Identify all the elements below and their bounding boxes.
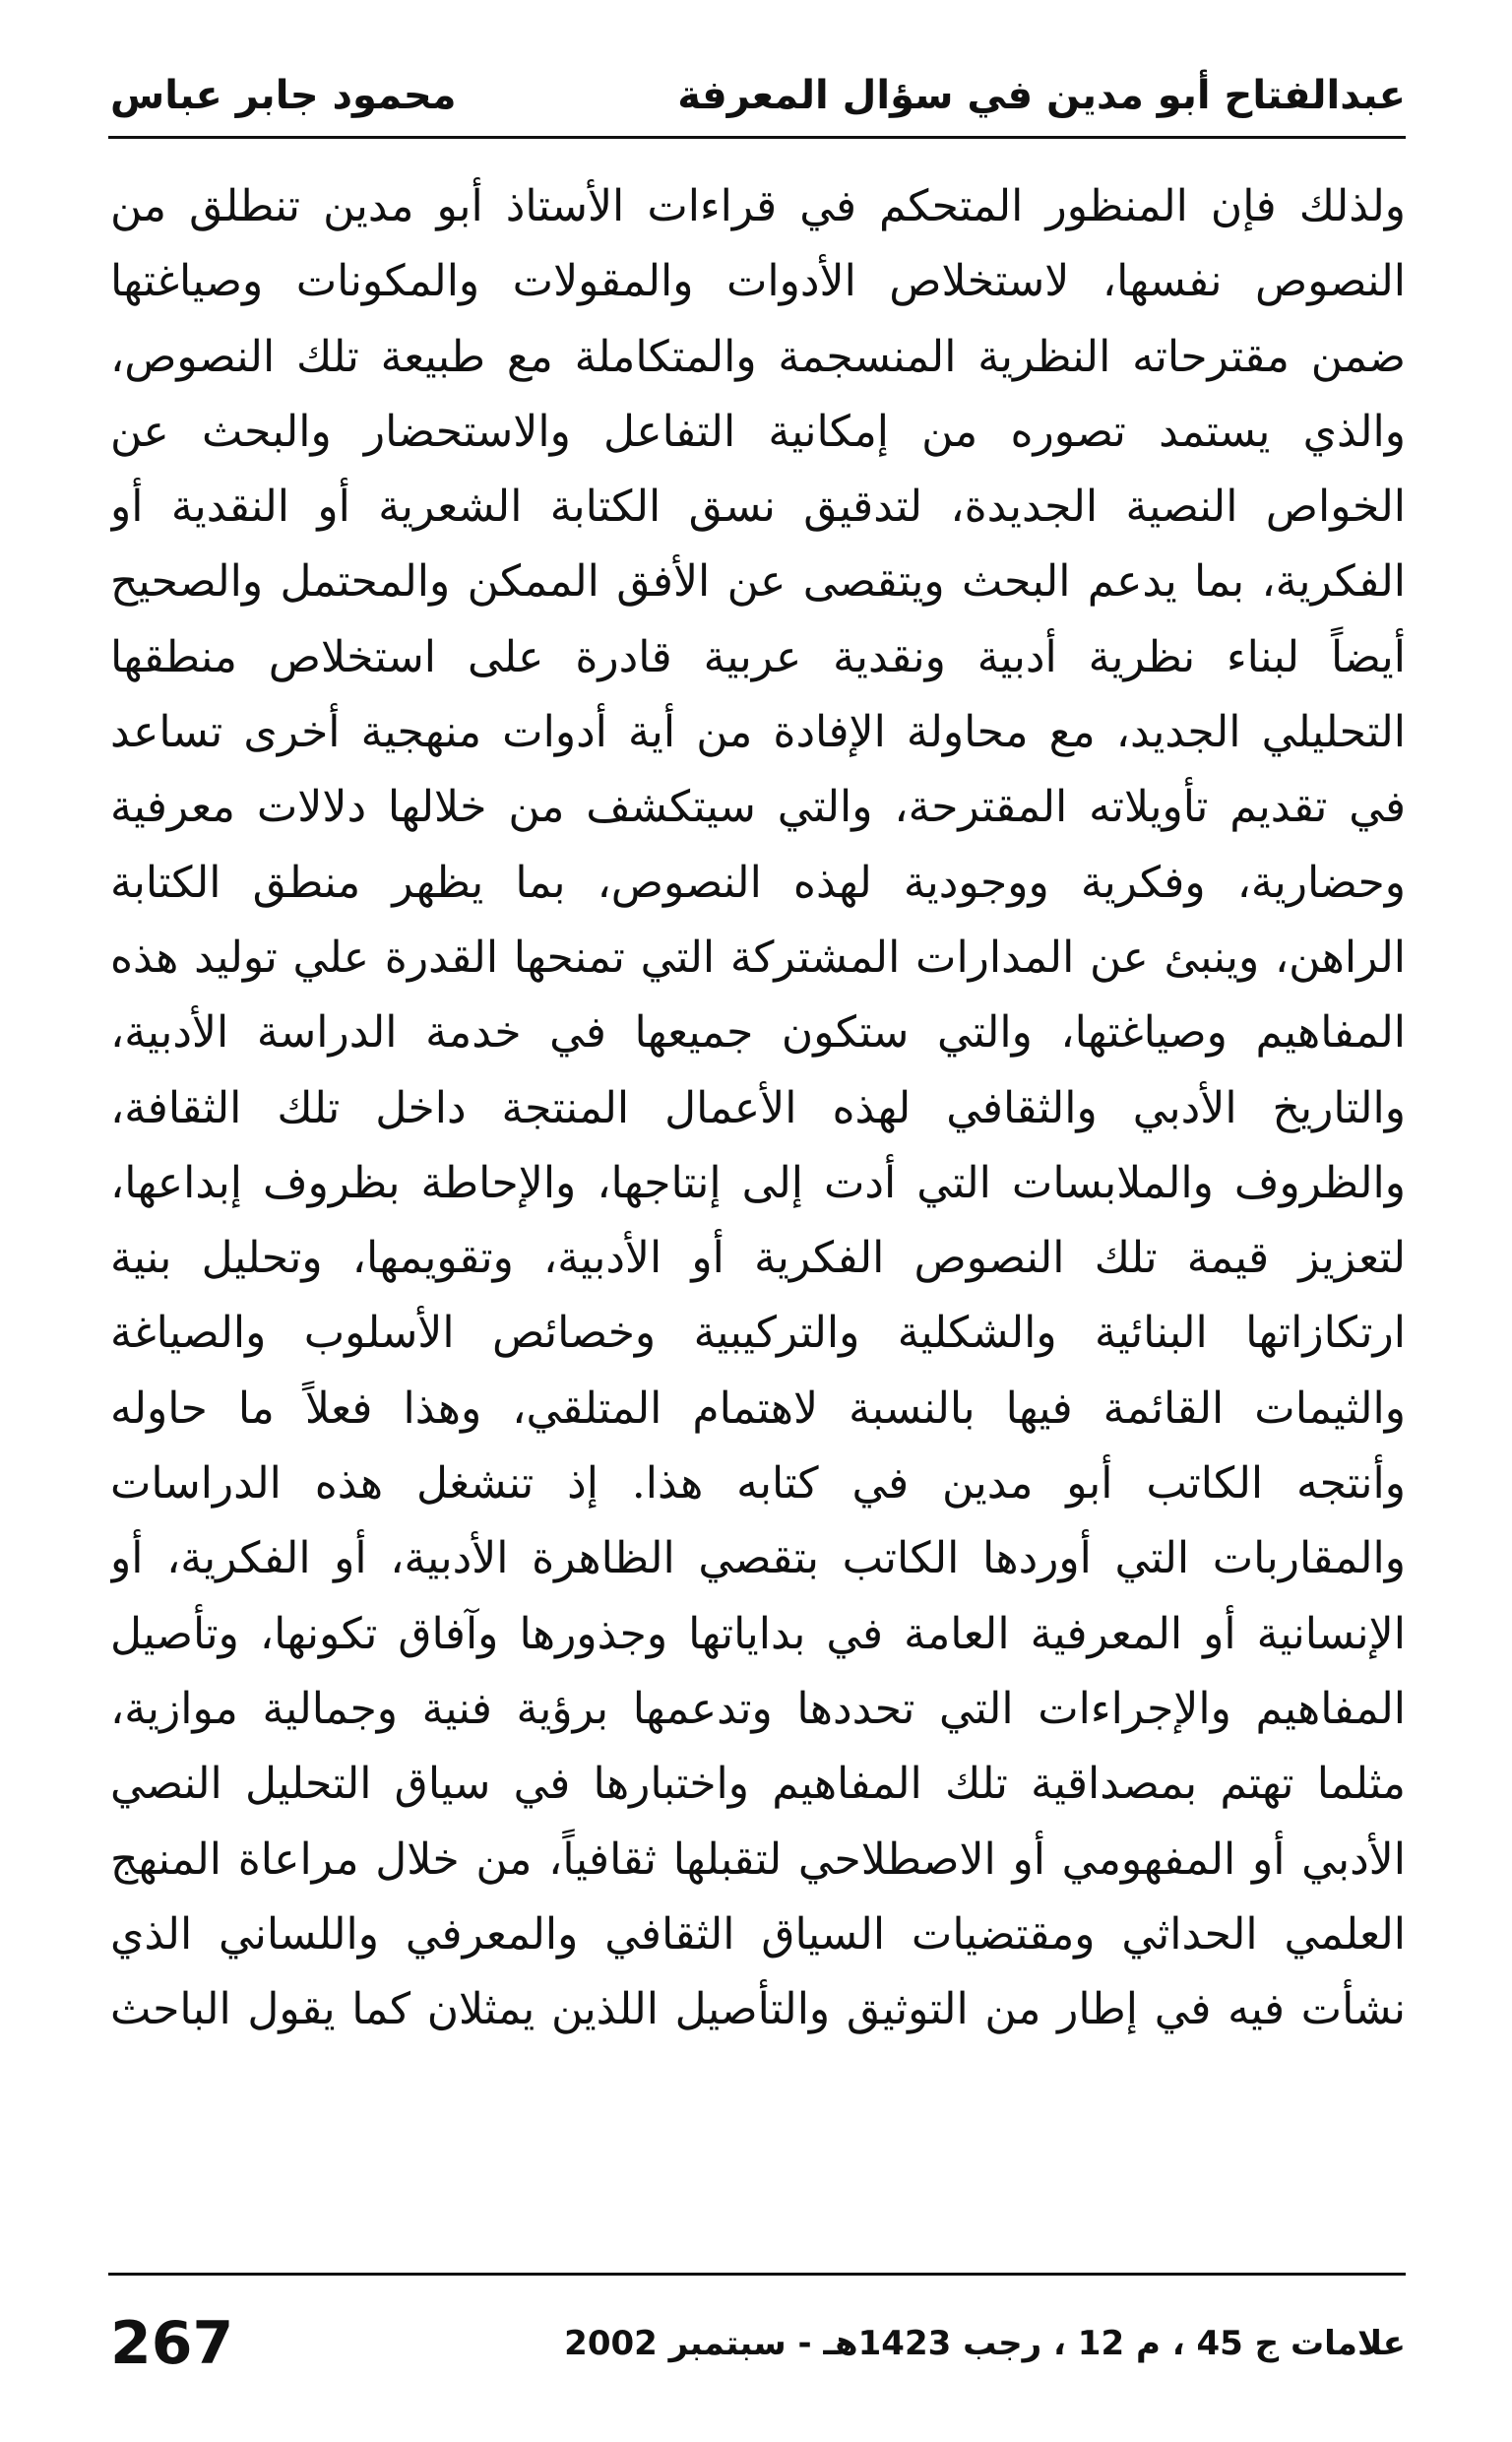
text-line: الأدبي أو المفهومي أو الاصطلاحي لتقبلها ثقافياً، من خلال مراعاة المنهج (110, 1833, 1406, 1885)
text-line: ارتكازاتها البنائية والشكلية والتركيبية وخصائص الأسلوب والصياغة (110, 1308, 1406, 1359)
page-number: 267 (110, 2309, 234, 2378)
text-line: والثيمات القائمة فيها بالنسبة لاهتمام المتلقي، وهذا فعلاً ما حاوله (110, 1382, 1406, 1434)
text-line: والتاريخ الأدبي والثقافي لهذه الأعمال المنتجة داخل تلك الثقافة، (110, 1082, 1406, 1133)
text-line: لتعزيز قيمة تلك النصوص الفكرية أو الأدبية، وتقويمها، وتحليل بنية (110, 1233, 1406, 1284)
text-line: الخواص النصية الجديدة، لتدقيق نسق الكتابة الشعرية أو النقدية أو (110, 482, 1406, 533)
text-line: الراهن، وينبئ عن المدارات المشتركة التي تمنحها القدرة علي توليد هذه (110, 932, 1406, 983)
running-title: عبدالفتاح أبو مدين في سؤال المعرفة (677, 73, 1406, 118)
text-line: نشأت فيه في إطار من التوثيق والتأصيل اللذين يمثلان كما يقول الباحث (110, 1984, 1406, 2035)
journal-info: علامات ج 45 ، م 12 ، رجب 1423هـ - سبتمبر 2002 (564, 2324, 1406, 2363)
header-divider (108, 136, 1406, 139)
text-line: العلمي الحداثي ومقتضيات السياق الثقافي والمعرفي واللساني الذي (110, 1908, 1406, 1960)
text-line: الفكرية، بما يدعم البحث ويتقصى عن الأفق الممكن والمحتمل والصحيح (110, 556, 1406, 608)
text-line: وأنتجه الكاتب أبو مدين في كتابه هذا. إذ تنشغل هذه الدراسات (110, 1458, 1406, 1510)
text-line: ضمن مقترحاته النظرية المنسجمة والمتكاملة مع طبيعة تلك النصوص، (110, 331, 1406, 382)
text-line: المفاهيم والإجراءات التي تحددها وتدعمها برؤية فنية وجمالية موازية، (110, 1683, 1406, 1734)
text-line: في تقديم تأويلاته المقترحة، والتي سيتكشف من خلالها دلالات معرفية (110, 782, 1406, 833)
text-line: والمقاربات التي أوردها الكاتب بتقصي الظاهرة الأدبية، أو الفكرية، أو (110, 1533, 1406, 1584)
text-line: والظروف والملابسات التي أدت إلى إنتاجها، والإحاطة بظروف إبداعها، (110, 1157, 1406, 1208)
text-line: التحليلي الجديد، مع محاولة الإفادة من أية أدوات منهجية أخرى تساعد (110, 707, 1406, 758)
footer-divider (108, 2273, 1406, 2276)
text-line: والذي يستمد تصوره من إمكانية التفاعل والاستحضار والبحث عن (110, 406, 1406, 457)
text-line: مثلما تهتم بمصداقية تلك المفاهيم واختبارها في سياق التحليل النصي (110, 1759, 1406, 1810)
text-line: النصوص نفسها، لاستخلاص الأدوات والمقولات والمكونات وصياغتها (110, 256, 1406, 307)
text-line: أيضاً لبناء نظرية أدبية ونقدية عربية قادرة على استخلاص منطقها (110, 631, 1406, 682)
text-line: وحضارية، وفكرية ووجودية لهذه النصوص، بما يظهر منطق الكتابة (110, 857, 1406, 908)
text-line: ولذلك فإن المنظور المتحكم في قراءات الأستاذ أبو مدين تنطلق من (110, 181, 1406, 231)
page-footer (110, 2304, 1406, 2383)
page-header (110, 61, 1406, 130)
text-line: الإنسانية أو المعرفية العامة في بداياتها وجذورها وآفاق تكونها، وتأصيل (110, 1608, 1406, 1659)
running-author: محمود جابر عباس (110, 73, 457, 118)
text-line: المفاهيم وصياغتها، والتي ستكون جميعها في خدمة الدراسة الأدبية، (110, 1007, 1406, 1059)
body-text (110, 169, 1406, 2047)
